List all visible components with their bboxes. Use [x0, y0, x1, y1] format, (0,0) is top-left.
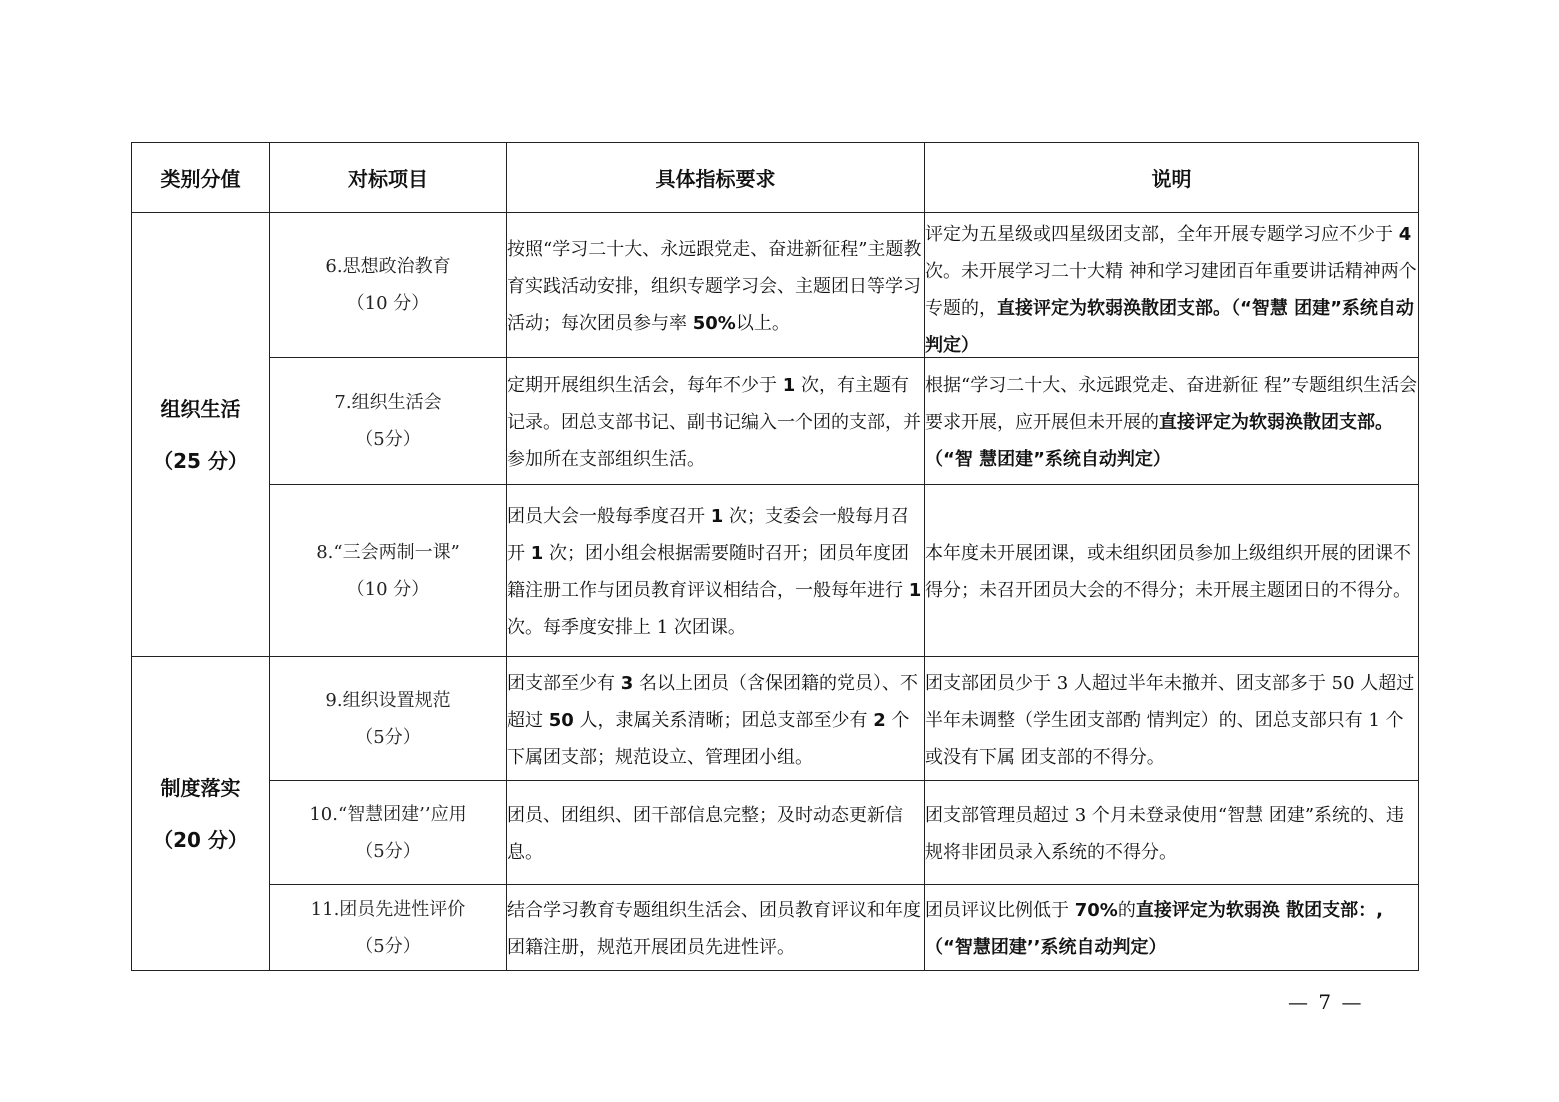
text-run: 直接评定为软弱涣散团支部。（“智慧 团建”系统自动判定） [925, 298, 1414, 356]
table-row [132, 213, 1419, 358]
text-run: 50% [692, 313, 736, 334]
text-run: 50 [548, 709, 574, 731]
page-number: — 7 — [1288, 990, 1364, 1014]
text-run: 团支部团员少于 3 人超过半年未撤并、团支部多于 50 人超过半年未调整（学生团支部酌 情判定）的、团总支部只有 1 个或没有下属 团支部的不得分。 [925, 672, 1415, 768]
project-score: （10 分） [346, 578, 430, 600]
project-score: （5分） [355, 840, 421, 862]
note-text [925, 364, 1418, 478]
requirement-cell [507, 885, 925, 971]
text-run: 本年度未开展团课，或未组织团员参加上级组织开展的团课不得分；未召开团员大会的不得分；未开展主题团日的不得分。 [925, 543, 1411, 601]
text-run: 次。每季度安排上 1 次团课。 [507, 617, 746, 638]
evaluation-table [131, 142, 1419, 971]
text-run: 个下属团支部；规范设立、管理团小组。 [507, 709, 910, 768]
note-text [925, 889, 1418, 966]
requirement-cell [507, 781, 925, 885]
text-run: 定期开展组织生活会，每年不少于 [507, 375, 783, 396]
text-run: 70% [1074, 900, 1118, 921]
text-run: 按照“学习二十大、永远跟党走、奋进新征程”主题教育实践活动安排，组织专题学习会、主题团日等学习活动；每次团员参与率 [507, 239, 922, 334]
category-cell [132, 213, 270, 657]
note-cell [925, 358, 1419, 485]
text-run: 评定为五星级或四星级团支部，全年开展专题学习应不少于 [925, 224, 1399, 245]
note-text [925, 532, 1418, 609]
project-cell [270, 657, 507, 781]
project-cell [270, 781, 507, 885]
table-row [132, 485, 1419, 657]
header-note: 说明 [925, 143, 1419, 213]
table-row [132, 358, 1419, 485]
text-run: 团员大会一般每季度召开 [507, 506, 711, 527]
text-run: 团员评议比例低于 [925, 900, 1075, 921]
requirement-text [507, 889, 924, 966]
text-run: 3 [620, 672, 634, 694]
requirement-cell [507, 213, 925, 358]
text-run: 次，有主题有记录。团总支部书记、副书记编入一个团的支部，并参加所在支部组织生活。 [507, 375, 921, 470]
header-category: 类别分值 [132, 143, 270, 213]
requirement-cell [507, 657, 925, 781]
requirement-cell [507, 485, 925, 657]
text-run: 的 [1117, 900, 1136, 921]
text-run: 1 [782, 375, 796, 396]
project-name: 11.团员先进性评价 [310, 898, 466, 920]
project-name: 6.思想政治教育 [325, 256, 451, 277]
text-run: 直接评定为软弱涣 散团支部：,（“智慧团建’’系统自动判定） [925, 900, 1383, 958]
text-run: 根据“学习二十大、永远跟党走、奋进新征 程”专题组织生活会要求开展，应开展但未开展的 [925, 375, 1418, 433]
table-header-row [132, 143, 1419, 213]
requirement-text [507, 495, 924, 646]
project-name: 8.“三会两制一课” [316, 541, 460, 563]
table-row [132, 781, 1419, 885]
requirement-text [507, 794, 924, 871]
note-text [925, 662, 1418, 776]
project-cell [270, 885, 507, 971]
table-body [132, 213, 1419, 971]
text-run: 团支部至少有 [507, 672, 621, 694]
text-run: 次；支委会一般每月召开 [507, 506, 909, 564]
project-score: （5分） [355, 429, 421, 450]
text-run: 次。未开展学习二十大精 神和学习建团百年重要讲话精神两个专题的， [925, 261, 1417, 319]
header-requirement: 具体指标要求 [507, 143, 925, 213]
note-text [925, 213, 1418, 357]
text-run: 次；团小组会根据需要随时召开；团员年度团籍注册工作与团员教育评议相结合，一般每年进行 [507, 543, 909, 601]
project-cell [270, 485, 507, 657]
text-run: 2 [873, 709, 886, 731]
project-score: （10 分） [346, 293, 430, 314]
note-cell [925, 485, 1419, 657]
text-run: 团员、团组织、团干部信息完整；及时动态更新信息。 [507, 805, 903, 863]
note-cell [925, 885, 1419, 971]
category-name: 组织生活 [160, 396, 241, 421]
note-cell [925, 657, 1419, 781]
text-run: 结合学习教育专题组织生活会、团员教育评议和年度团籍注册，规范开展团员先进性评。 [507, 900, 921, 958]
text-run: 1 [530, 543, 544, 564]
text-run: 1 [908, 580, 922, 601]
text-run: 名以上团员（含保团籍的党员）、不超过 [507, 672, 918, 731]
requirement-text [507, 662, 924, 776]
project-score: （5分） [355, 935, 421, 957]
project-name: 10.“智慧团建’’应用 [309, 803, 467, 825]
text-run: 团支部管理员超过 3 个月未登录使用“智慧 团建”系统的、违规将非团员录入系统的不得分。 [925, 805, 1405, 863]
note-cell [925, 213, 1419, 358]
project-cell [270, 358, 507, 485]
project-score: （5分） [355, 726, 421, 748]
requirement-text [507, 364, 924, 478]
project-name: 9.组织设置规范 [325, 689, 451, 711]
text-run: 人，隶属关系清晰；团总支部至少有 [573, 709, 874, 731]
category-cell [132, 657, 270, 971]
project-name: 7.组织生活会 [334, 392, 442, 413]
header-project: 对标项目 [270, 143, 507, 213]
text-run: 4 [1398, 224, 1412, 245]
requirement-text [507, 228, 924, 342]
table-row [132, 657, 1419, 781]
project-cell [270, 213, 507, 358]
note-cell [925, 781, 1419, 885]
category-score: （25 分） [153, 448, 248, 473]
text-run: 以上。 [735, 313, 790, 334]
text-run: 直接评定为软弱涣散团支部。（“智 慧团建”系统自动判定） [925, 412, 1393, 470]
table-row [132, 885, 1419, 971]
category-name: 制度落实 [160, 775, 241, 800]
note-text [925, 794, 1418, 871]
text-run: 1 [710, 506, 724, 527]
requirement-cell [507, 358, 925, 485]
category-score: （20 分） [153, 827, 248, 852]
